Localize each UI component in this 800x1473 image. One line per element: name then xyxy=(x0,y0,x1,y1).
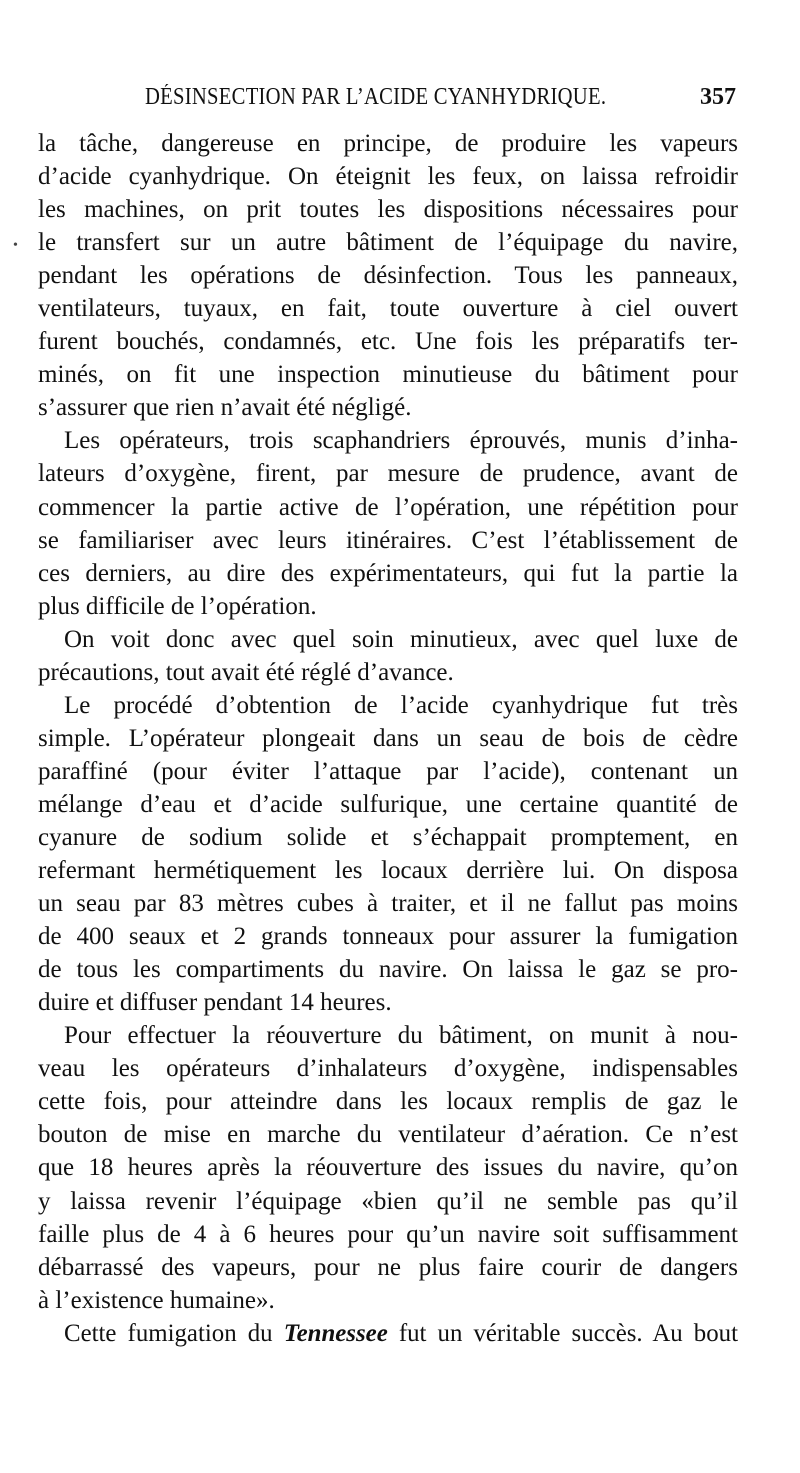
text-line: le transfert sur un autre bâtiment de l’équipage du navire, xyxy=(38,229,738,257)
text-line: veau les opérateurs d’inhalateurs d’oxygène, indispensables xyxy=(38,1055,738,1083)
text-line: duire et diffuser pendant 14 heures. xyxy=(38,989,392,1017)
text-line xyxy=(38,1317,738,1350)
text-line: On voit donc avec quel soin minutieux, avec quel luxe de xyxy=(64,625,738,653)
page-speck: • xyxy=(13,238,18,253)
text-line: faille plus de 4 à 6 heures pour qu’un navire soit suffisamment xyxy=(38,1220,738,1248)
text-line: Le procédé d’obtention de l’acide cyanhydrique fut très xyxy=(64,691,738,719)
text-line: plus difficile de l’opération. xyxy=(38,592,317,620)
text-line: de 400 seaux et 2 grands tonneaux pour assurer la fumigation xyxy=(38,923,738,951)
paragraph-2 xyxy=(38,424,738,622)
line-end: fut un véritable succès. Au bout xyxy=(387,1319,738,1347)
text-line: bouton de mise en marche du ventilateur d’aération. Ce n’est xyxy=(38,1121,738,1149)
body-text xyxy=(38,127,738,1350)
text-line: cette fois, pour atteindre dans les locaux remplis de gaz le xyxy=(38,1088,738,1116)
paragraph-3 xyxy=(38,623,738,689)
text-line: de tous les compartiments du navire. On laissa le gaz se pro- xyxy=(38,956,738,984)
paragraph-5 xyxy=(38,1019,738,1316)
text-line: la tâche, dangereuse en principe, de produire les vapeurs xyxy=(38,130,738,157)
text-line: y laissa revenir l’équipage «bien qu’il ne semble pas qu’il xyxy=(38,1187,738,1215)
text-line: ventilateurs, tuyaux, en fait, toute ouverture à ciel ouvert xyxy=(38,295,738,323)
text-line: pendant les opérations de désinfection. Tous les panneaux, xyxy=(38,262,738,290)
text-line: ces derniers, au dire des expérimentateurs, qui fut la partie la xyxy=(38,559,738,587)
text-line: commencer la partie active de l’opération, une répétition pour xyxy=(38,493,738,521)
text-line: d’acide cyanhydrique. On éteignit les feux, on laissa refroidir xyxy=(38,163,738,191)
text-line: cyanure de sodium solide et s’échappait promptement, en xyxy=(38,823,738,851)
text-line: débarrassé des vapeurs, pour ne plus faire courir de dangers xyxy=(38,1253,738,1281)
page-number: 357 xyxy=(700,84,736,110)
running-header xyxy=(38,84,738,120)
text-line: s’assurer que rien n’avait été négligé. xyxy=(38,394,412,422)
line-start: Cette fumigation du xyxy=(64,1319,284,1347)
text-line: simple. L’opérateur plongeait dans un seau de bois de cèdre xyxy=(38,724,738,752)
text-line: mélange d’eau et d’acide sulfurique, une certaine quantité de xyxy=(38,790,738,818)
text-line: les machines, on prit toutes les dispositions nécessaires pour xyxy=(38,196,738,224)
text-line: que 18 heures après la réouverture des issues du navire, qu’on xyxy=(38,1154,738,1182)
text-line: furent bouchés, condamnés, etc. Une fois les préparatifs ter- xyxy=(38,328,738,356)
text-line: minés, on fit une inspection minutieuse du bâtiment pour xyxy=(38,361,738,389)
paragraph-4 xyxy=(38,689,738,1019)
text-line: un seau par 83 mètres cubes à traiter, et il ne fallut pas moins xyxy=(38,890,738,918)
text-line: à l’existence humaine». xyxy=(38,1286,275,1314)
text-line: refermant hermétiquement les locaux derrière lui. On disposa xyxy=(38,857,738,885)
text-line: Les opérateurs, trois scaphandriers éprouvés, munis d’inha- xyxy=(64,427,738,455)
text-line: lateurs d’oxygène, firent, par mesure de prudence, avant de xyxy=(38,460,738,488)
text-line: se familiariser avec leurs itinéraires. C’est l’établissement de xyxy=(38,526,738,554)
paragraph-6 xyxy=(38,1317,738,1350)
text-line: paraffiné (pour éviter l’attaque par l’acide), contenant un xyxy=(38,757,738,785)
text-line: précautions, tout avait été réglé d’avance. xyxy=(38,658,454,686)
ship-name: Tennessee xyxy=(283,1319,388,1347)
running-title: DÉSINSECTION PAR L’ACIDE CYANHYDRIQUE. xyxy=(145,84,607,110)
text-line: Pour effectuer la réouverture du bâtiment, on munit à nou- xyxy=(64,1022,738,1050)
paragraph-1 xyxy=(38,127,738,424)
